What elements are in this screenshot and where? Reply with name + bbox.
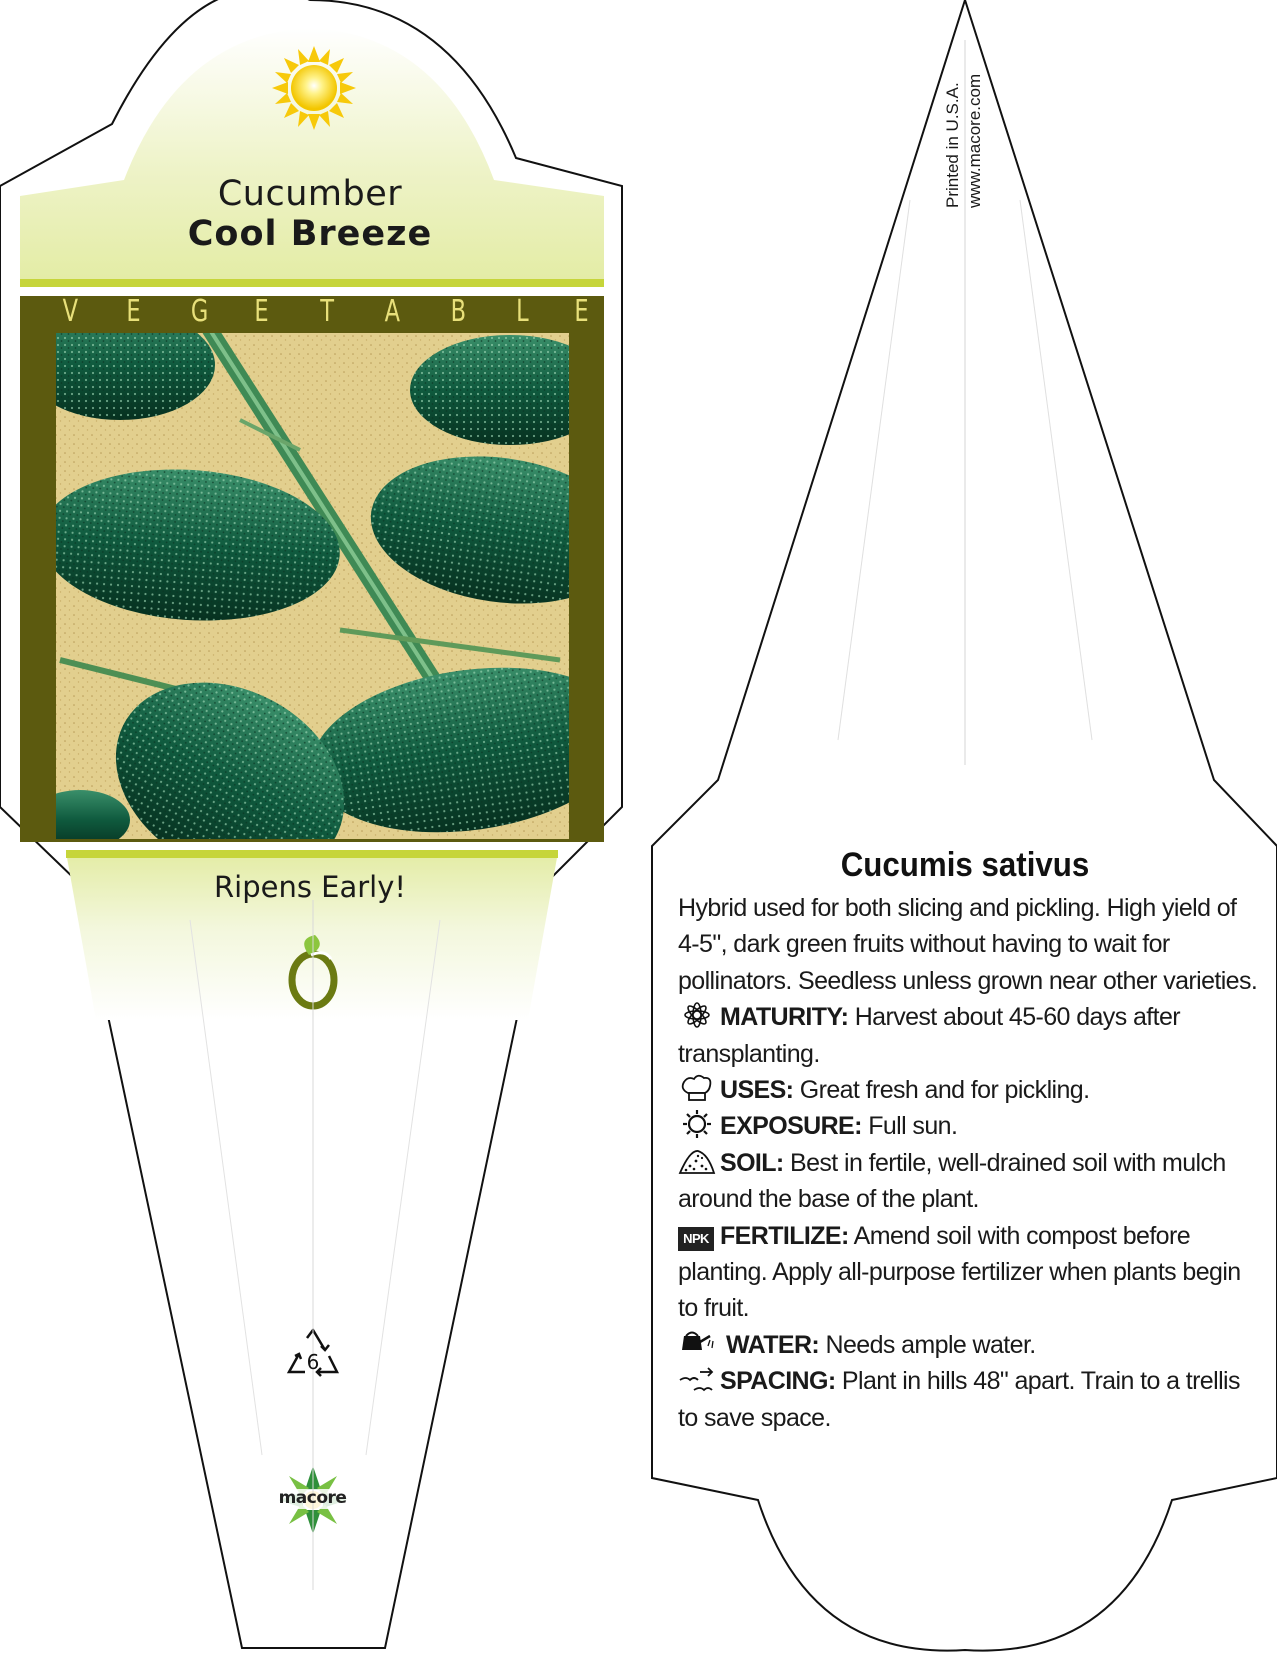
- category-letter: L: [516, 294, 529, 329]
- water-row: [678, 1327, 1258, 1363]
- category-letter: G: [190, 294, 209, 329]
- water-label: WATER:: [726, 1330, 820, 1359]
- common-name: Cucumber: [217, 174, 403, 214]
- spacing-row: [678, 1363, 1258, 1436]
- fertilize-text: Amend soil with compost before planting. Apply all-purpose fertilizer when plants begin to fruit.: [678, 1221, 1241, 1323]
- category-letter: T: [320, 294, 335, 329]
- description: Hybrid used for both slicing and pickling. High yield of 4-5", dark green fruits without having to wait for pollinators. Seedless unless grown near other varieties.: [678, 894, 1258, 995]
- fertilize-label: FERTILIZE:: [720, 1221, 849, 1250]
- category-letter: E: [254, 294, 269, 329]
- tagline: Ripens Early!: [213, 870, 407, 904]
- category-letter: V: [62, 294, 78, 329]
- maturity-text: Harvest about 45-60 days after transplanting.: [678, 1003, 1180, 1068]
- sun-icon: [272, 46, 356, 130]
- maturity-row: [678, 999, 1258, 1072]
- brand-logo-text: macore: [278, 1488, 347, 1508]
- spacing-arrows-icon: [678, 1364, 716, 1394]
- maturity-label: MATURITY:: [720, 1003, 849, 1032]
- botanical-name: Cucumis sativus: [840, 846, 1090, 884]
- fertilize-row: [678, 1218, 1258, 1327]
- uses-row: [678, 1072, 1258, 1108]
- exposure-row: [678, 1108, 1258, 1144]
- category-letter: B: [450, 294, 467, 329]
- npk-icon: NPK: [678, 1227, 714, 1251]
- uses-text: Great fresh and for pickling.: [793, 1076, 1090, 1105]
- soil-row: [678, 1145, 1258, 1218]
- soil-label: SOIL:: [720, 1148, 784, 1177]
- cucumber-photo: [25, 310, 640, 916]
- printed-info: [942, 74, 986, 208]
- care-instructions: [678, 890, 1258, 1436]
- lime-stripe-top: [20, 279, 604, 287]
- printed-in: Printed in U.S.A.: [943, 82, 962, 208]
- chef-hat-icon: [678, 1073, 716, 1103]
- exposure-text: Full sun.: [861, 1112, 958, 1141]
- category-letter: E: [126, 294, 141, 329]
- lime-stripe-bottom: [66, 850, 558, 858]
- category-letter: A: [384, 294, 400, 329]
- variety-name: Cool Breeze: [187, 214, 433, 254]
- water-text: Needs ample water.: [819, 1330, 1036, 1359]
- sun-outline-icon: [678, 1109, 716, 1139]
- category-letter: E: [574, 294, 589, 329]
- recycle-code: 6: [306, 1350, 320, 1374]
- uses-label: USES:: [720, 1076, 794, 1105]
- spacing-text: Plant in hills 48" apart. Train to a trellis to save space.: [678, 1367, 1240, 1432]
- spacing-label: SPACING:: [720, 1367, 836, 1396]
- flower-icon: [678, 1000, 716, 1030]
- website: www.macore.com: [965, 73, 984, 208]
- exposure-label: EXPOSURE:: [720, 1112, 862, 1141]
- category-banner: [20, 294, 604, 330]
- soil-pile-icon: [678, 1146, 716, 1176]
- soil-text: Best in fertile, well-drained soil with mulch around the base of the plant.: [678, 1148, 1226, 1214]
- watering-can-icon: [678, 1328, 716, 1358]
